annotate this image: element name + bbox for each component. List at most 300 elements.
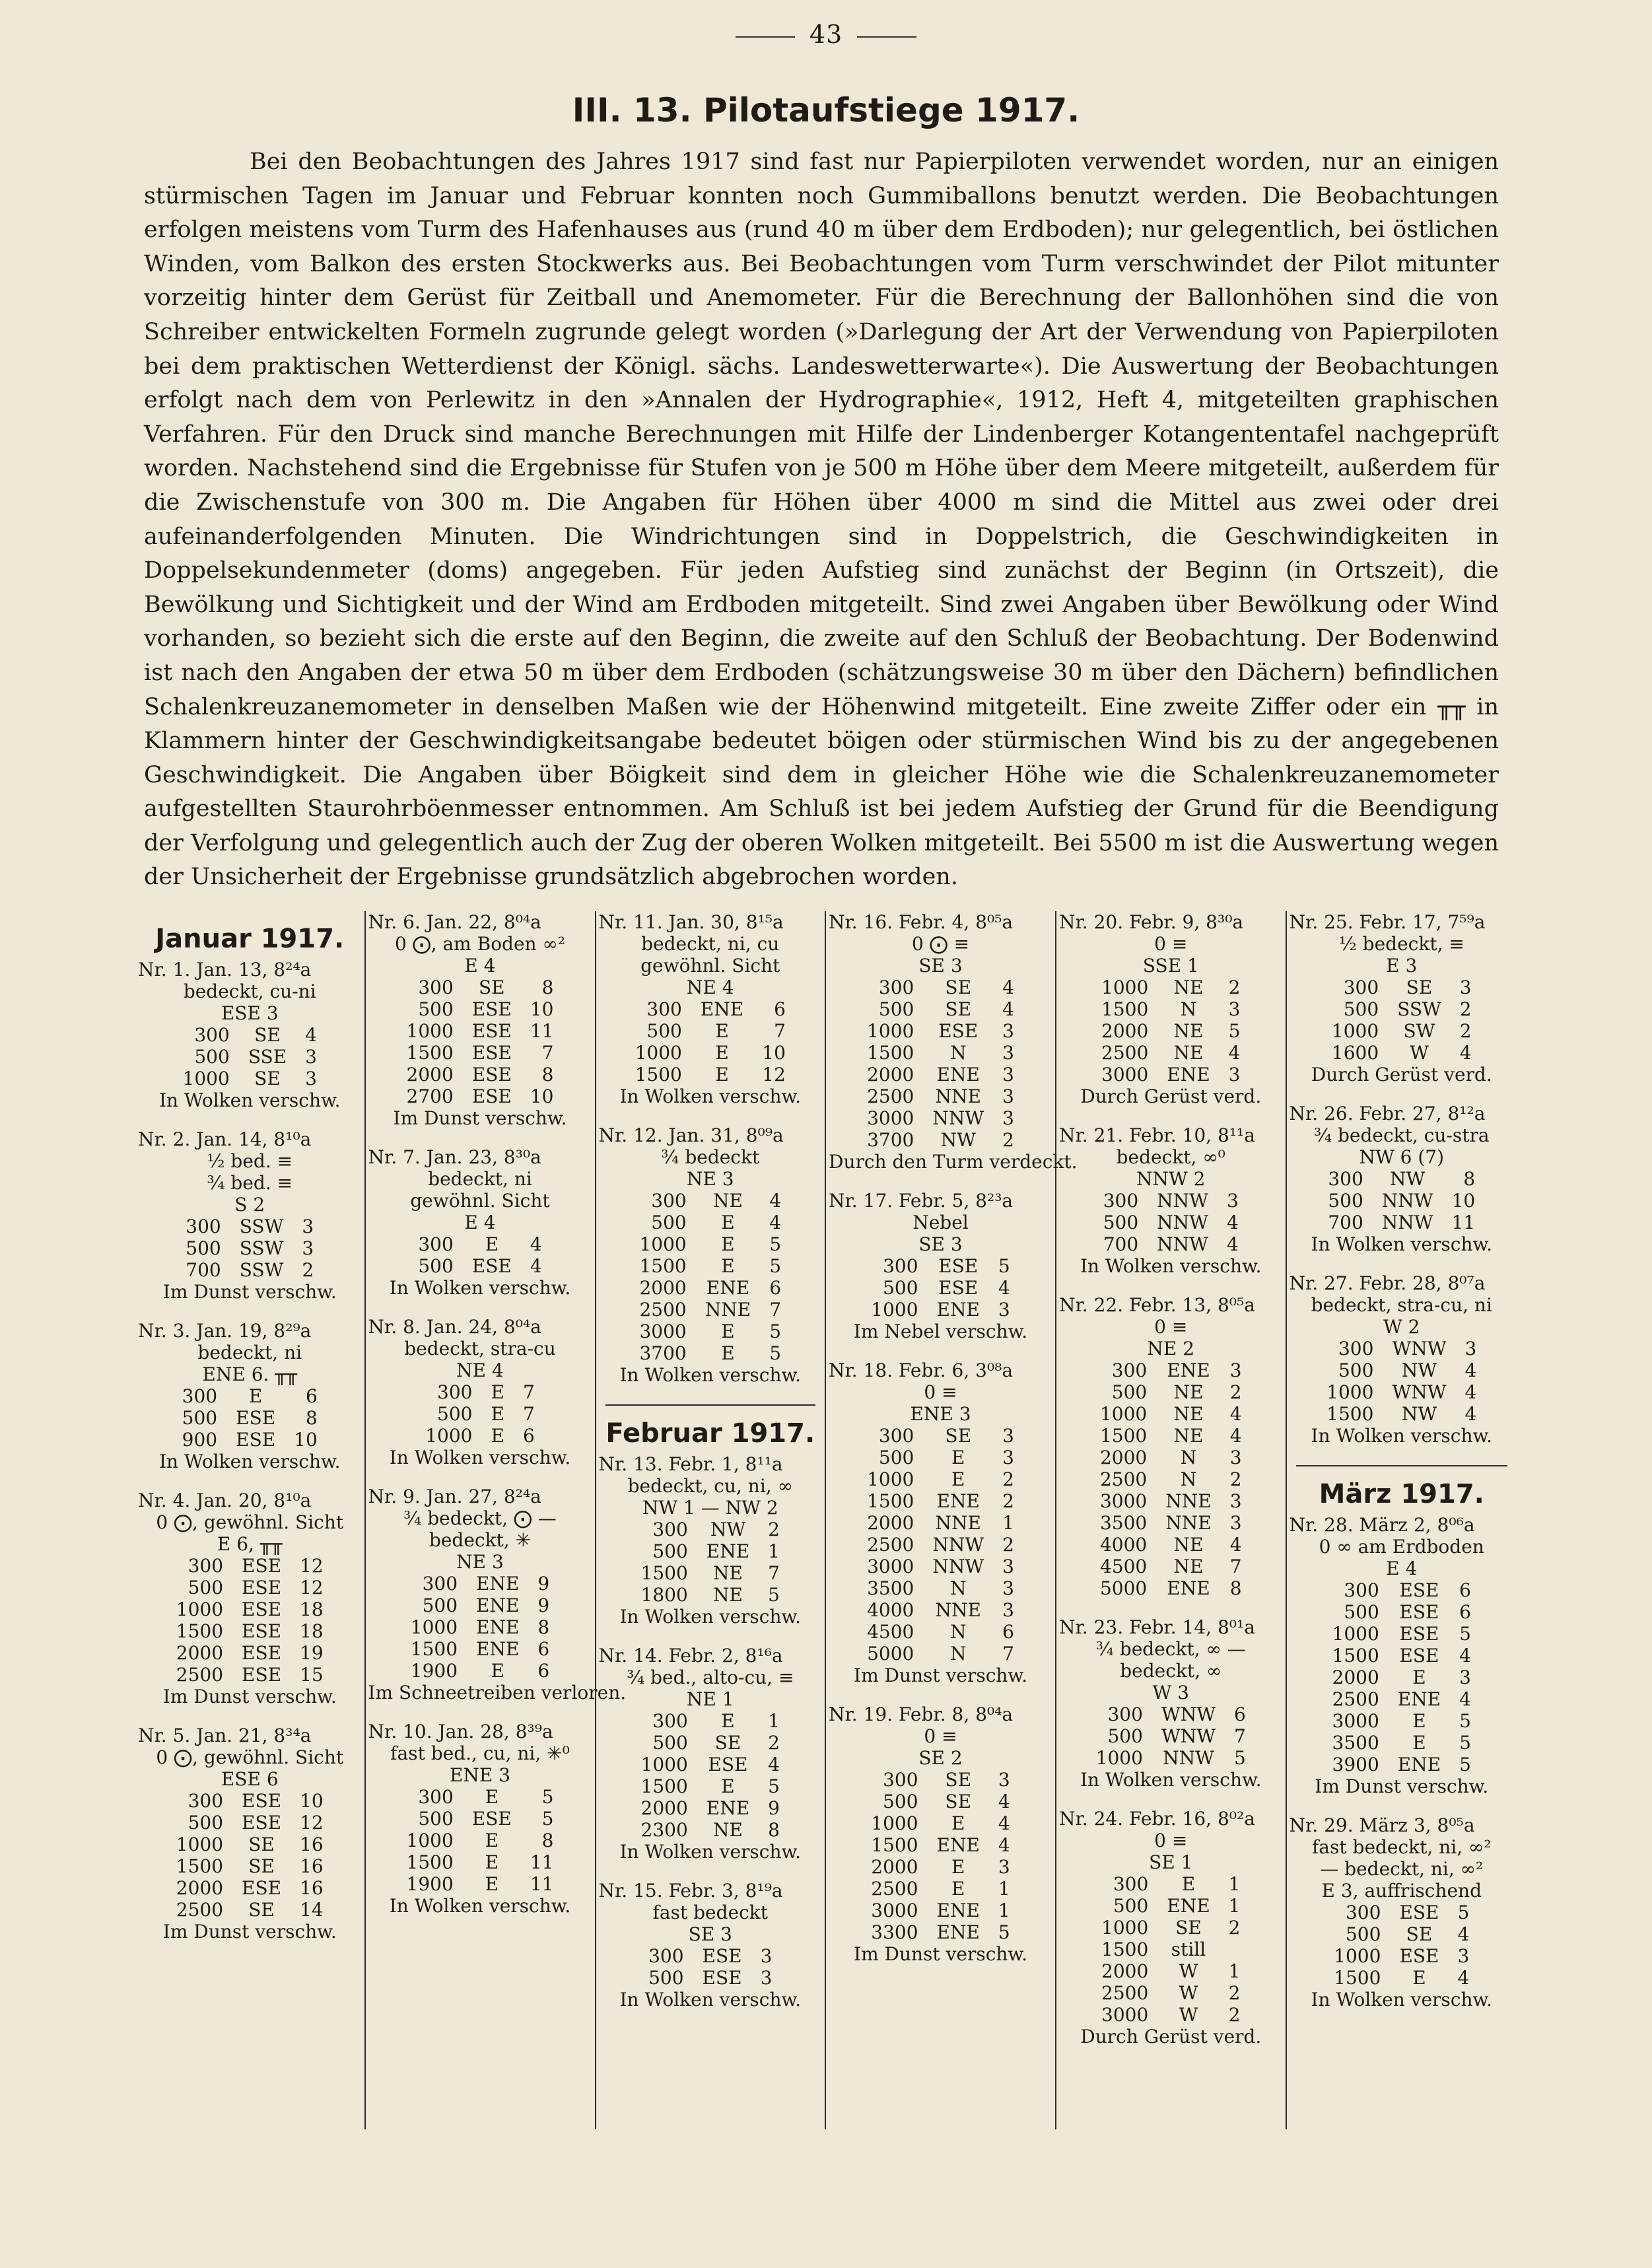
wind-speed: 4 (769, 1212, 782, 1233)
wind-direction: SE (945, 998, 972, 1020)
wind-row (626, 1064, 795, 1085)
wind-direction: NE (1173, 1556, 1204, 1577)
wind-direction: ENE (700, 998, 744, 1020)
wind-direction: ENE (706, 1797, 750, 1819)
wind-table (416, 1381, 544, 1447)
ascent-condition: fast bed., cu, ni, ✳⁰ (390, 1742, 570, 1764)
wind-row (1323, 1579, 1480, 1601)
wind-speed: 4 (305, 1024, 317, 1046)
ascent-condition: NE 1 (686, 1688, 734, 1710)
wind-speed: 3 (1002, 1020, 1014, 1042)
wind-speed: 3 (1002, 1042, 1014, 1064)
height-value: 500 (418, 1808, 454, 1830)
wind-direction: NNW (932, 1534, 984, 1556)
wind-table (626, 998, 795, 1085)
ascent-entry (138, 1490, 362, 1707)
wind-row (401, 1573, 559, 1595)
height-value: 2000 (871, 1856, 918, 1878)
wind-speed: 6 (537, 1638, 550, 1660)
height-value: 2500 (639, 1299, 687, 1321)
wind-direction: SE (945, 1425, 972, 1447)
ascent-condition: E 6, ╥╥ (217, 1533, 283, 1555)
height-value: 3500 (867, 1577, 914, 1599)
end-reason: In Wolken verschw. (389, 1447, 571, 1468)
ascent-condition: bedeckt, ∞⁰ (1116, 1146, 1225, 1168)
wind-speed: 4 (1459, 1645, 1471, 1667)
wind-row (397, 1851, 563, 1873)
height-value: 500 (646, 1020, 682, 1042)
ascent-entry (368, 1486, 627, 1703)
ascent-condition: NNW 2 (1136, 1168, 1206, 1190)
wind-speed: 4 (1459, 1688, 1471, 1710)
ascent-number: Nr. 7. Jan. 23, 8³⁰a (368, 1146, 541, 1168)
wind-row (632, 1540, 789, 1562)
wind-speed: 8 (306, 1407, 318, 1429)
wind-row (858, 1534, 1023, 1556)
wind-speed: 2 (1228, 1917, 1241, 1939)
wind-direction: ENE (936, 1834, 980, 1856)
wind-direction: E (248, 1385, 263, 1407)
wind-speed: 2 (1002, 1490, 1014, 1512)
wind-row (632, 1584, 789, 1606)
ascent-entry (138, 1128, 362, 1303)
wind-direction: NE (712, 1562, 743, 1584)
wind-table (1094, 1190, 1248, 1255)
end-reason: In Wolken verschw. (619, 1085, 802, 1107)
wind-speed: 3 (1229, 1447, 1242, 1468)
height-value: 500 (188, 1812, 224, 1834)
ascent-condition: bedeckt, cu-ni (183, 980, 316, 1002)
height-value: 700 (1328, 1212, 1363, 1233)
wind-speed: 4 (998, 1834, 1010, 1856)
wind-speed: 8 (1229, 1577, 1242, 1599)
height-value: 500 (878, 1447, 914, 1468)
ascent-condition: bedeckt, ∞ (1120, 1660, 1222, 1682)
height-value: 1900 (406, 1873, 454, 1895)
wind-row (173, 1429, 327, 1451)
end-reason: Im Dunst verschw. (854, 1943, 1027, 1965)
wind-row (1094, 1212, 1248, 1233)
wind-row (174, 1068, 326, 1089)
ascent-entry (1059, 911, 1283, 1107)
wind-direction: E (1412, 1710, 1426, 1732)
wind-row (858, 1556, 1023, 1577)
ascent-number: Nr. 15. Febr. 3, 8¹⁹a (598, 1880, 783, 1902)
wind-speed: 1 (1228, 1960, 1241, 1982)
ascent-condition: SE 2 (918, 1747, 963, 1769)
height-value: 1000 (871, 1812, 918, 1834)
wind-direction: N (949, 1621, 967, 1643)
height-value: 1000 (406, 1830, 454, 1851)
column (1287, 911, 1517, 2129)
wind-row (630, 1342, 790, 1364)
wind-direction: NNE (935, 1599, 981, 1621)
height-value: 300 (652, 1519, 688, 1540)
wind-row (1325, 1967, 1478, 1989)
wind-speed: 3 (1002, 1599, 1014, 1621)
wind-speed: 16 (300, 1834, 324, 1855)
wind-row (862, 1856, 1019, 1878)
ascent-number: Nr. 19. Febr. 8, 8⁰⁴a (829, 1703, 1014, 1725)
height-value: 2500 (1099, 1468, 1148, 1490)
wind-table (397, 1786, 563, 1895)
height-value: 1000 (635, 1042, 682, 1064)
height-value: 1500 (635, 1064, 682, 1085)
wind-direction: ENE (936, 1064, 980, 1085)
height-value: 1500 (640, 1562, 688, 1584)
wind-speed: 3 (302, 1216, 314, 1237)
wind-direction: ESE (471, 1064, 512, 1085)
wind-row (630, 1212, 790, 1233)
wind-speed: 2 (1228, 977, 1241, 998)
end-reason: In Wolken verschw. (158, 1451, 341, 1472)
wind-row (858, 1085, 1023, 1107)
wind-table (173, 1385, 327, 1451)
ascent-entry (1059, 1124, 1283, 1277)
wind-direction: ESE (1399, 1945, 1439, 1967)
height-value: 1500 (1099, 1425, 1148, 1447)
ascent-condition: bedeckt, stra-cu (404, 1338, 556, 1359)
height-value: 500 (878, 998, 914, 1020)
ascent-number: Nr. 14. Febr. 2, 8¹⁶a (598, 1645, 783, 1667)
ascent-entry (599, 911, 823, 1107)
wind-direction: W (1410, 1042, 1429, 1064)
height-value: 900 (182, 1429, 218, 1451)
wind-direction: ENE (936, 1490, 980, 1512)
wind-row (632, 1775, 789, 1797)
height-value: 3300 (871, 1921, 918, 1943)
height-value: 1000 (639, 1233, 687, 1255)
wind-speed: 6 (1002, 1621, 1014, 1643)
end-reason: Im Dunst verschw. (1315, 1775, 1489, 1797)
wind-speed: 8 (768, 1819, 780, 1841)
height-value: 2500 (1332, 1688, 1379, 1710)
wind-speed: 5 (1459, 1732, 1471, 1754)
height-value: 500 (418, 1255, 454, 1277)
wind-speed: 3 (760, 1967, 773, 1989)
wind-direction: NE (1173, 1534, 1204, 1556)
height-value: 300 (1345, 1902, 1381, 1923)
wind-speed: 3 (1228, 998, 1241, 1020)
wind-direction: NNW (932, 1107, 984, 1129)
wind-direction: SE (248, 1855, 275, 1877)
wind-speed: 6 (1234, 1703, 1246, 1725)
wind-row (1094, 1233, 1248, 1255)
ascent-condition: ¾ bedeckt, cu-stra (1313, 1124, 1490, 1146)
wind-direction: WNW (1392, 1381, 1447, 1403)
height-value: 2000 (1101, 1960, 1149, 1982)
wind-speed: 11 (530, 1020, 554, 1042)
wind-speed: 2 (1229, 1468, 1242, 1490)
wind-direction: ENE (706, 1277, 750, 1299)
wind-direction: E (485, 1830, 499, 1851)
wind-row (167, 1877, 333, 1899)
wind-speed: 5 (998, 1921, 1010, 1943)
ascent-condition: 0 ⨀, gewöhnl. Sicht (156, 1746, 344, 1768)
wind-table (1319, 1168, 1484, 1233)
wind-speed: 5 (769, 1233, 782, 1255)
wind-direction: ESE (471, 1808, 512, 1830)
height-value: 300 (182, 1385, 218, 1407)
wind-direction: ESE (938, 1255, 979, 1277)
wind-speed: 1 (1228, 1873, 1241, 1895)
height-value: 1000 (1101, 1917, 1149, 1939)
wind-table (1317, 1338, 1486, 1425)
wind-direction: NNW (1163, 1747, 1214, 1769)
height-value: 3500 (1099, 1512, 1148, 1534)
wind-direction: NE (1173, 1020, 1204, 1042)
height-value: 500 (1113, 1895, 1149, 1917)
wind-speed: 7 (1234, 1725, 1246, 1747)
wind-direction: N (1180, 1447, 1197, 1468)
wind-direction: E (485, 1851, 499, 1873)
wind-speed: 19 (300, 1642, 324, 1664)
height-value: 3000 (1101, 2004, 1149, 2026)
ascent-condition: ½ bed. ≡ (207, 1150, 293, 1172)
ascent-condition: E 3, auffrischend (1321, 1880, 1482, 1902)
height-value: 300 (194, 1024, 230, 1046)
height-value: 300 (1343, 977, 1379, 998)
wind-row (862, 1878, 1019, 1900)
end-reason: Im Dunst verschw. (162, 1921, 337, 1942)
wind-direction: ESE (242, 1620, 282, 1642)
wind-table (167, 1790, 333, 1921)
height-value: 1000 (1099, 1403, 1148, 1425)
height-value: 1500 (1334, 1967, 1381, 1989)
height-value: 1500 (867, 1490, 914, 1512)
wind-direction: ENE (476, 1595, 520, 1616)
wind-direction: SSE (248, 1046, 287, 1068)
wind-speed: 3 (1229, 1512, 1242, 1534)
wind-speed: 12 (300, 1577, 324, 1598)
wind-speed: 5 (1459, 1754, 1471, 1775)
wind-speed: 3 (1459, 1667, 1471, 1688)
wind-direction: NW (1390, 1168, 1426, 1190)
height-value: 500 (651, 1212, 687, 1233)
wind-direction: ENE (476, 1616, 520, 1638)
wind-speed: 7 (774, 1020, 786, 1042)
wind-row (167, 1899, 333, 1921)
ascent-entry (1290, 1103, 1515, 1255)
ascent-condition: W 3 (1152, 1682, 1189, 1703)
height-value: 500 (186, 1237, 221, 1259)
wind-speed: 5 (769, 1255, 782, 1277)
wind-row (1323, 1042, 1481, 1064)
ascent-number: Nr. 29. März 3, 8⁰⁵a (1289, 1814, 1475, 1836)
wind-direction: E (721, 1775, 735, 1797)
wind-direction: E (491, 1660, 504, 1682)
ascent-condition: NE 4 (456, 1359, 504, 1381)
ascent-entry (599, 1645, 823, 1863)
wind-direction: ESE (938, 1277, 979, 1299)
wind-table (632, 1710, 789, 1841)
height-value: 500 (1328, 1190, 1363, 1212)
height-value: 1500 (640, 1775, 688, 1797)
wind-row (397, 1020, 563, 1042)
wind-speed: 3 (305, 1046, 317, 1068)
height-value: 1000 (867, 1468, 914, 1490)
wind-direction: ESE (471, 1042, 512, 1064)
height-value: 1000 (1095, 1747, 1143, 1769)
month-heading: Februar 1917. (605, 1418, 815, 1449)
wind-direction: SE (945, 977, 972, 998)
wind-direction: ESE (1399, 1579, 1439, 1601)
ascent-entry (1059, 1808, 1283, 2047)
wind-direction: SW (1403, 1020, 1435, 1042)
height-value: 2000 (1332, 1667, 1379, 1688)
ascent-condition: ENE 3 (910, 1403, 971, 1425)
height-value: 300 (652, 1710, 688, 1732)
height-value: 500 (437, 1403, 473, 1425)
wind-row (1092, 1895, 1249, 1917)
wind-row (1317, 1403, 1486, 1425)
height-value: 300 (878, 977, 914, 998)
wind-direction: SE (248, 1899, 275, 1921)
ascent-condition: SE 1 (1149, 1851, 1193, 1873)
ascent-number: Nr. 24. Febr. 16, 8⁰²a (1059, 1808, 1255, 1830)
ascent-number: Nr. 28. März 2, 8⁰⁶a (1289, 1514, 1475, 1536)
wind-speed: 11 (530, 1873, 554, 1895)
wind-speed: 8 (541, 1830, 554, 1851)
end-reason: Im Dunst verschw. (393, 1107, 567, 1129)
ascent-condition: E 4 (464, 1212, 496, 1233)
ascent-condition: 0 ≡ (1154, 1830, 1188, 1851)
end-reason: Durch Gerüst verd. (1080, 2026, 1262, 2047)
wind-direction: ENE (1167, 1895, 1210, 1917)
ascent-condition: 0 ⨀ ≡ (911, 933, 970, 955)
wind-direction: E (491, 1425, 504, 1447)
height-value: 1000 (871, 1299, 918, 1321)
height-value: 500 (188, 1577, 224, 1598)
height-value: 5000 (1099, 1577, 1148, 1599)
wind-speed: 3 (1228, 1064, 1241, 1085)
wind-direction: ENE (1397, 1754, 1441, 1775)
wind-direction: E (715, 1064, 729, 1085)
ascent-condition: 0 ⨀, gewöhnl. Sicht (156, 1511, 344, 1533)
wind-row (858, 998, 1023, 1020)
end-reason: Im Nebel verschw. (853, 1321, 1028, 1342)
height-value: 300 (188, 1790, 224, 1812)
height-value: 500 (1107, 1725, 1143, 1747)
ascent-condition: fast bedeckt, ni, ∞² (1311, 1836, 1492, 1858)
wind-direction: E (715, 1042, 729, 1064)
end-reason: Im Schneetreiben verloren. (368, 1682, 627, 1703)
wind-direction: ESE (1399, 1601, 1439, 1623)
height-value: 3000 (867, 1107, 914, 1129)
height-value: 1500 (871, 1834, 918, 1856)
wind-direction: E (491, 1381, 504, 1403)
wind-row (1317, 1338, 1486, 1359)
wind-row (173, 1407, 327, 1429)
height-value: 500 (1103, 1212, 1139, 1233)
wind-row (1323, 1732, 1480, 1754)
wind-direction: ESE (938, 1020, 979, 1042)
wind-speed: 4 (1002, 998, 1014, 1020)
wind-direction: NNW (1381, 1212, 1433, 1233)
month-heading: März 1917. (1319, 1479, 1484, 1509)
wind-direction: NE (1173, 1403, 1204, 1425)
wind-row (397, 1873, 563, 1895)
wind-row (1323, 1754, 1480, 1775)
wind-row (1323, 1710, 1480, 1732)
wind-direction: NNW (1381, 1190, 1433, 1212)
wind-direction: ESE (471, 1085, 512, 1107)
height-value: 3000 (1099, 1490, 1148, 1512)
wind-row (862, 1791, 1019, 1812)
wind-speed: 1 (998, 1900, 1010, 1921)
wind-row (630, 1255, 790, 1277)
ascent-number: Nr. 10. Jan. 28, 8³⁹a (368, 1721, 553, 1742)
wind-direction: E (721, 1710, 735, 1732)
wind-direction: N (949, 1577, 967, 1599)
wind-row (1323, 1623, 1480, 1645)
wind-table (1087, 1703, 1255, 1769)
height-value: 4000 (1099, 1534, 1148, 1556)
wind-direction: E (1412, 1667, 1426, 1688)
ascent-condition: SE 3 (918, 1233, 963, 1255)
wind-row (1091, 1381, 1251, 1403)
ascent-condition: ENE 6. ╥╥ (202, 1363, 298, 1385)
wind-row (1317, 1381, 1486, 1403)
height-value: 2500 (871, 1878, 918, 1900)
wind-speed: 9 (537, 1573, 550, 1595)
ascent-entry (368, 1146, 592, 1299)
height-value: 2300 (640, 1819, 688, 1841)
wind-row (401, 1638, 559, 1660)
end-reason: Im Dunst verschw. (162, 1686, 337, 1707)
height-value: 500 (648, 1967, 684, 1989)
wind-row (1087, 1747, 1255, 1769)
wind-table (632, 1519, 789, 1606)
wind-speed: 8 (1463, 1168, 1476, 1190)
ascent-entry (829, 1190, 1052, 1342)
ascent-entry (1290, 1272, 1515, 1447)
height-value: 4000 (867, 1599, 914, 1621)
wind-direction: NE (1173, 977, 1204, 998)
height-value: 1500 (639, 1255, 687, 1277)
height-value: 1500 (1101, 1939, 1149, 1960)
height-value: 500 (1343, 998, 1379, 1020)
wind-row (632, 1797, 789, 1819)
wind-speed: 4 (998, 1277, 1010, 1299)
wind-speed: 1 (1002, 1512, 1014, 1534)
ascent-condition: SE 3 (918, 955, 963, 977)
wind-table (862, 1769, 1019, 1943)
wind-speed: 2 (302, 1259, 314, 1281)
wind-row (632, 1754, 789, 1775)
wind-direction: N (1180, 998, 1197, 1020)
wind-speed: 3 (1002, 1107, 1014, 1129)
wind-row (1092, 1064, 1249, 1085)
page-title: III. 13. Pilotaufstiege 1917. (572, 91, 1080, 129)
height-value: 1000 (176, 1598, 224, 1620)
wind-direction: ENE (1167, 1577, 1210, 1599)
wind-row (632, 1710, 789, 1732)
ascent-condition: fast bedeckt (652, 1902, 768, 1923)
ascent-condition: ¾ bed. ≡ (207, 1172, 293, 1194)
wind-row (397, 1064, 563, 1085)
ascent-entry (1059, 1616, 1283, 1791)
wind-speed: 6 (1459, 1601, 1471, 1623)
wind-table (1325, 1902, 1478, 1989)
wind-row (1091, 1490, 1251, 1512)
wind-row (1092, 1939, 1249, 1960)
wind-direction: SE (1406, 977, 1433, 998)
wind-direction: still (1171, 1939, 1206, 1960)
wind-row (858, 1490, 1023, 1512)
wind-speed: 3 (1002, 1085, 1014, 1107)
wind-direction: E (951, 1878, 965, 1900)
